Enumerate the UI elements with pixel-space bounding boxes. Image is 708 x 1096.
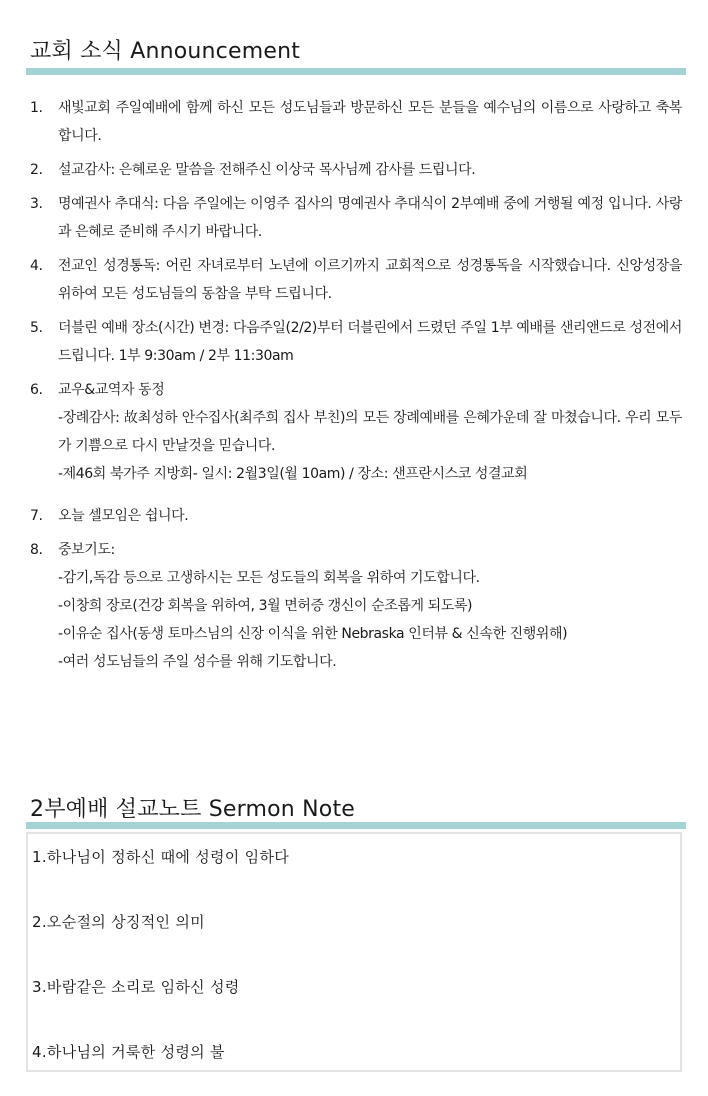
sermon-point-2: 2.오순절의 상징적인 의미 (32, 913, 205, 931)
announcement-item-2 (30, 156, 682, 184)
sermon-point-1: 1.하나님이 정하신 때에 성령이 임하다 (32, 848, 290, 866)
announcement-item-6 (30, 376, 682, 488)
item-number: 7. (30, 508, 43, 524)
sermon-note-divider (26, 822, 686, 829)
item-body (58, 536, 682, 676)
announcement-list (30, 94, 682, 682)
announcement-item-3 (30, 190, 682, 246)
item-number: 6. (30, 382, 43, 398)
item-heading: 중보기도: (58, 542, 115, 558)
announcement-item-1 (30, 94, 682, 150)
item-sub-line: -감기,독감 등으로 고생하시는 모든 성도들의 회복을 위하여 기도합니다. (58, 570, 480, 586)
item-number: 4. (30, 258, 43, 274)
item-sub-line: -이유순 집사(동생 토마스님의 신장 이식을 위한 Nebraska 인터뷰 & 신속한 진행위해) (58, 626, 568, 642)
item-number: 3. (30, 196, 43, 212)
item-number: 5. (30, 320, 43, 336)
item-number: 2. (30, 162, 43, 178)
item-text: 더블린 예배 장소(시간) 변경: 다음주일(2/2)부터 더블린에서 드렸던 주일 1부 예배를 샌리앤드로 성전에서 드립니다. 1부 9:30am / 2부 11:30am (58, 320, 682, 364)
item-number: 1. (30, 100, 43, 116)
item-text: 전교인 성경통독: 어린 자녀로부터 노년에 이르기까지 교회적으로 성경통독을 시작했습니다. 신앙성장을 위하여 모든 성도님들의 동참을 부탁 드립니다. (58, 258, 682, 302)
item-text: 오늘 셀모임은 쉽니다. (58, 508, 189, 524)
item-text: 새빛교회 주일예배에 함께 하신 모든 성도님들과 방문하신 모든 분들을 예수님의 이름으로 사랑하고 축복합니다. (58, 100, 682, 144)
item-sub-line: -제46회 북가주 지방회- 일시: 2월3일(월 10am) / 장소: 샌프란시스코 성결교회 (58, 466, 528, 482)
item-sub-line: -장례감사: 故최성하 안수집사(최주희 집사 부친)의 모든 장례예배를 은혜가운데 잘 마쳤습니다. 우리 모두가 기쁨으로 다시 만날것을 믿습니다. (58, 410, 682, 454)
announcement-item-8 (30, 536, 682, 676)
item-text: 명예권사 추대식: 다음 주일에는 이영주 집사의 명예권사 추대식이 2부예배 중에 거행될 예정 입니다. 사랑과 은혜로 준비해 주시기 바랍니다. (58, 196, 682, 240)
sermon-note-box (26, 832, 682, 1072)
announcement-item-7 (30, 502, 682, 530)
item-sub-line: -여러 성도님들의 주일 성수를 위해 기도합니다. (58, 654, 337, 670)
announcements-title: 교회 소식 Announcement (30, 39, 301, 64)
sermon-note-title: 2부예배 설교노트 Sermon Note (30, 797, 356, 822)
announcement-item-4 (30, 252, 682, 308)
item-text: 설교감사: 은혜로운 말씀을 전해주신 이상국 목사님께 감사를 드립니다. (58, 162, 476, 178)
item-body (58, 376, 682, 488)
announcements-divider (26, 68, 686, 75)
announcement-item-5 (30, 314, 682, 370)
item-heading: 교우&교역자 동정 (58, 382, 165, 398)
sermon-point-4: 4.하나님의 거룩한 성령의 불 (32, 1043, 225, 1061)
item-sub-line: -이창희 장로(건강 회복을 위하여, 3월 면허증 갱신이 순조롭게 되도록) (58, 598, 473, 614)
sermon-point-3: 3.바람같은 소리로 임하신 성령 (32, 978, 240, 996)
item-number: 8. (30, 542, 43, 558)
